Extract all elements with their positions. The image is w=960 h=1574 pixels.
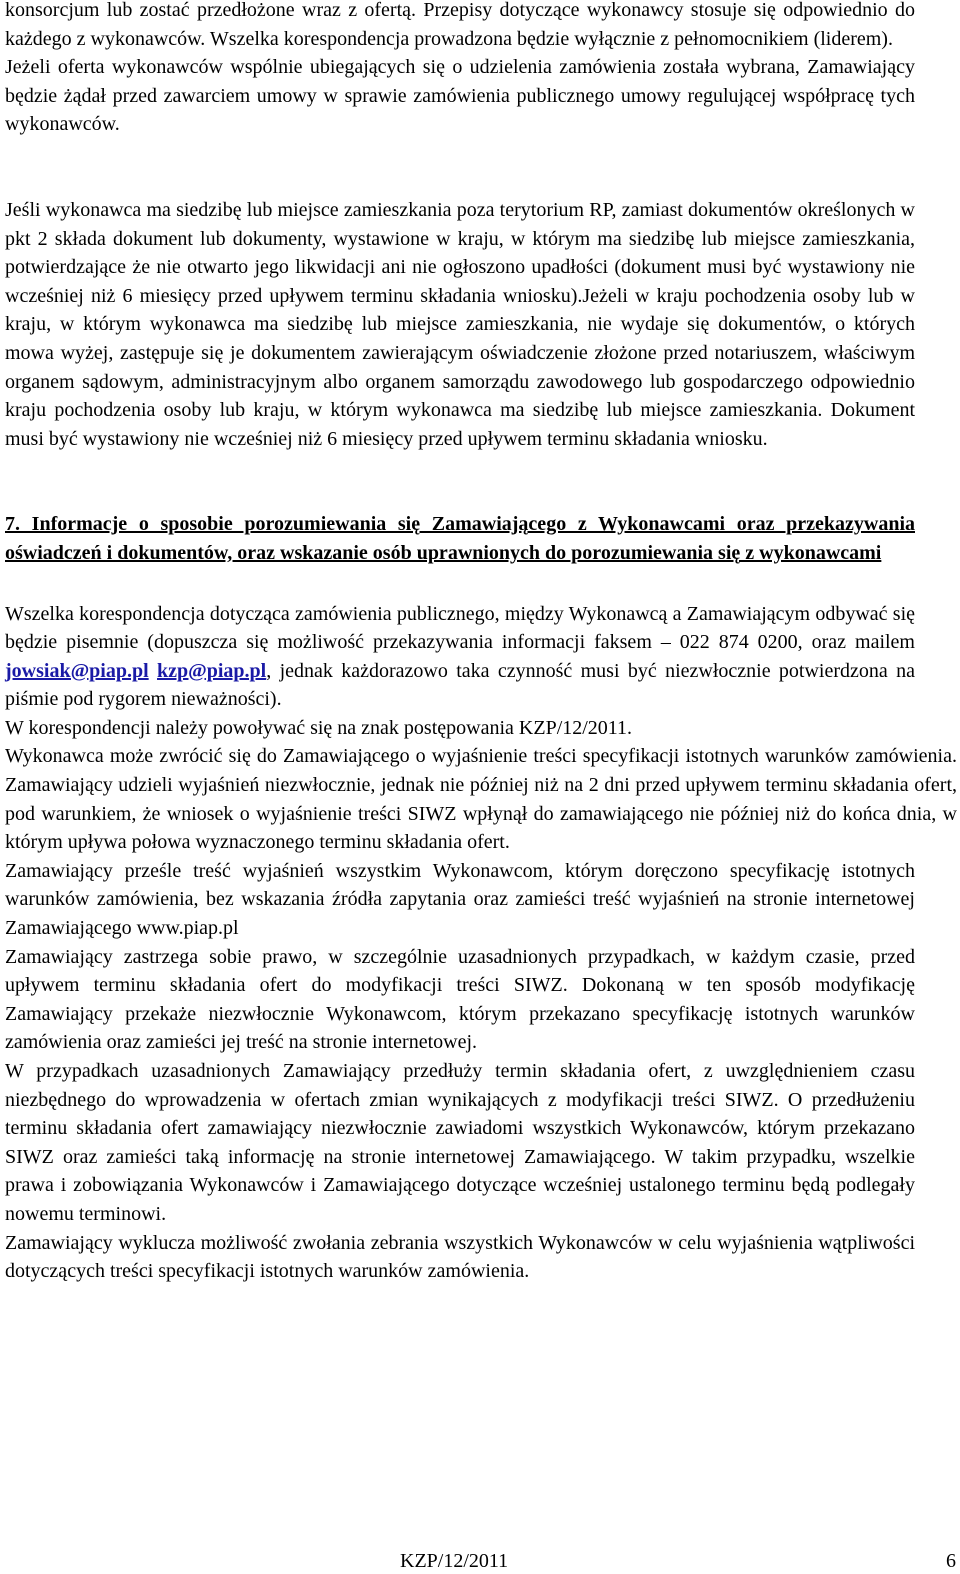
email-link-jowsiak[interactable]: jowsiak@piap.pl [5, 659, 149, 682]
paragraph-consortium: konsorcjum lub zostać przedłożone wraz z ofertą. Przepisy dotyczące wykonawcy stosuje się odpowiednio do każdego z wykonawców. Wszelka korespondencja prowadzona będzie wyłącznie z pełnomocnikiem (liderem). [5, 0, 915, 50]
document-page [5, 0, 957, 1286]
section-7-heading: 7. Informacje o sposobie porozumiewania się Zamawiającego z Wykonawcami oraz przekazywania oświadczeń i dokumentów, oraz wskazanie osób uprawnionych do porozumiewania się z wykonawcami [5, 513, 915, 564]
paragraph-correspondence [5, 600, 915, 714]
paragraph-foreign-contractor: Jeśli wykonawca ma siedzibę lub miejsce zamieszkania poza terytorium RP, zamiast dokumentów określonych w pkt 2 składa dokument lub dokumenty, wystawione w kraju, w którym ma siedzibę lub miejsce zamieszkania, potwierdzające że nie otwarto jego likwidacji ani nie ogłoszono upadłości (dokument musi być wystawiony nie wcześniej niż 6 miesięcy przed upływem terminu składania wniosku).Jeżeli w kraju pochodzenia osoby lub w kraju, w którym wykonawca ma siedzibę lub miejsce zamieszkania, nie wydaje się dokumentów, o których mowa wyżej, zastępuje się je dokumentem zawierającym oświadczenie złożone przed notariuszem, właściwym organem sądowym, administracyjnym albo organem samorządu zawodowego lub gospodarczego odpowiednio kraju pochodzenia osoby lub kraju, w którym wykonawca ma siedzibę lub miejsce zamieszkania. Dokument musi być wystawiony nie wcześniej niż 6 miesięcy przed upływem terminu składania wniosku. [5, 198, 915, 450]
paragraph-deadline-extension: W przypadkach uzasadnionych Zamawiający przedłuży termin składania ofert, z uwzględnieniem czasu niezbędnego do wprowadzenia w ofertach zmian wynikających z modyfikacji treści SIWZ. O przedłużeniu terminu składania ofert zamawiający niezwłocznie zawiadomi wszystkich Wykonawców, którym przekazano SIWZ oraz zamieści taką informację na stronie internetowej Zamawiającego. W takim przypadku, wszelkie prawa i zobowiązania Wykonawców i Zamawiającego dotyczące wcześniej ustalonego terminu będą podlegały nowemu terminowi. [5, 1060, 915, 1225]
correspondence-text-before: Wszelka korespondencja dotycząca zamówienia publicznego, między Wykonawcą a Zamawiającym odbywać się będzie pisemnie (dopuszcza się możliwość przekazywania informacji faksem – 022 874 0200, oraz mailem [5, 602, 915, 654]
correspondence-text-after: , jednak każdorazowo taka czynność musi być niezwłocznie potwierdzona na piśmie pod rygorem nieważności). [5, 659, 915, 711]
paragraph-reference-number: W korespondencji należy powoływać się na znak postępowania KZP/12/2011. [5, 716, 633, 739]
spacer [5, 453, 915, 510]
paragraph-clarification-request: Wykonawca może zwrócić się do Zamawiającego o wyjaśnienie treści specyfikacji istotnych warunków zamówienia. Zamawiający udzieli wyjaśnień niezwłocznie, jednak nie później niż na 2 dni przed upływem terminu składania ofert, pod warunkiem, że wniosek o wyjaśnienie treści SIWZ wpłynął do zamawiającego nie później niż do końca dnia, w którym upływa połowa wyznaczonego terminu składania ofert. [5, 745, 957, 854]
paragraph-joint-contractors: Jeżeli oferta wykonawców wspólnie ubiegających się o udzielenia zamówienia została wybrana, Zamawiający będzie żądał przed zawarciem umowy w sprawie zamówienia publicznego umowy regulującej współpracę tych wykonawców. [5, 56, 915, 136]
spacer [5, 568, 915, 600]
email-link-kzp[interactable]: kzp@piap.pl [157, 659, 267, 682]
paragraph-siwz-modification: Zamawiający zastrzega sobie prawo, w szczególnie uzasadnionych przypadkach, w każdym czasie, przed upływem terminu składania ofert do modyfikacji treści SIWZ. Dokonaną w ten sposób modyfikację Zamawiający przekaże niezwłocznie Wykonawcom, którym przekazano specyfikację istotnych warunków zamówienia oraz zamieści jej treść na stronie internetowej. [5, 945, 915, 1054]
footer-reference-code: KZP/12/2011 [400, 1550, 509, 1572]
paragraph-no-meeting: Zamawiający wyklucza możliwość zwołania zebrania wszystkich Wykonawców w celu wyjaśnienia wątpliwości dotyczących treści specyfikacji istotnych warunków zamówienia. [5, 1231, 915, 1283]
footer-page-number: 6 [946, 1550, 956, 1572]
page-footer [0, 1548, 960, 1574]
spacer [5, 139, 915, 196]
paragraph-clarification-sharing: Zamawiający prześle treść wyjaśnień wszystkim Wykonawcom, którym doręczono specyfikację istotnych warunków zamówienia, bez wskazania źródła zapytania oraz zamieści treść wyjaśnień na stronie internetowej Zamawiającego www.piap.pl [5, 859, 915, 940]
email-separator [149, 660, 157, 682]
